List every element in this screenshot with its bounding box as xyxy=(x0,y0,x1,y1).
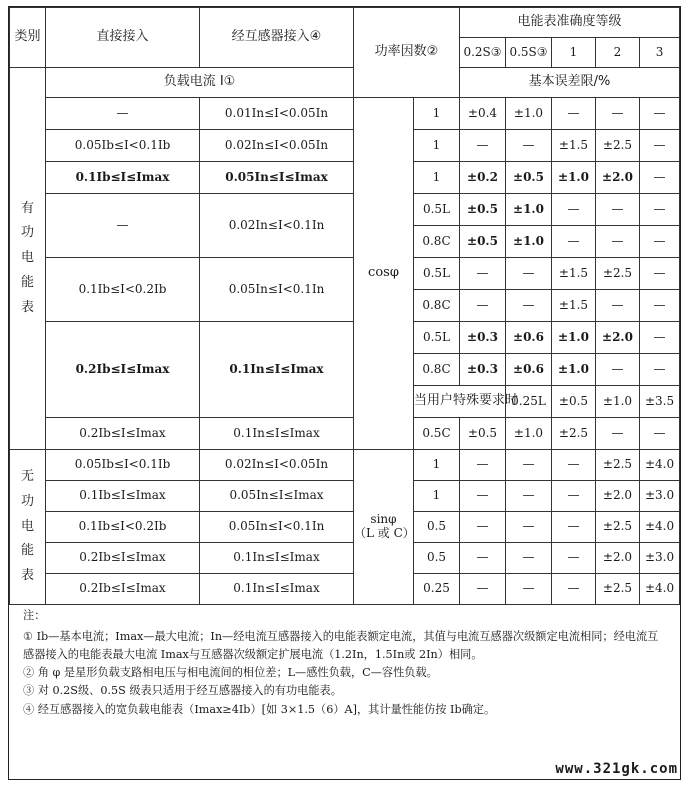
power-factor-value: 0.8C xyxy=(414,226,460,258)
via-ct-header: 经互感器接入④ xyxy=(200,8,354,68)
error-limit-value: ±0.5 xyxy=(460,226,506,258)
error-limit-sheet xyxy=(8,6,681,780)
note-4: ④ 经互感器接入的宽负载电能表（Imax≥4Ib）[如 3×1.5（6）A]，其计量性能仿按 Ib确定。 xyxy=(23,702,496,716)
ct-current-range: 0.05In≤I≤Imax xyxy=(200,162,354,194)
error-limit-value: ±1.0 xyxy=(552,322,596,354)
error-limit-value: — xyxy=(596,290,640,322)
table-row xyxy=(10,543,680,574)
table-row xyxy=(10,481,680,512)
active-meter-label xyxy=(10,68,46,450)
error-limit-value: — xyxy=(552,226,596,258)
error-limit-value: — xyxy=(460,290,506,322)
direct-current-range: 0.1Ib≤I≤Imax xyxy=(46,481,200,512)
power-factor-value: 1 xyxy=(414,481,460,512)
site-watermark: www.321gk.com xyxy=(555,761,678,777)
table-row xyxy=(10,512,680,543)
note-3: ③ 对 0.2S级、0.5S 级表只适用于经互感器接入的有功电能表。 xyxy=(23,684,342,698)
error-limit-value: — xyxy=(552,194,596,226)
error-limit-value: — xyxy=(460,574,506,605)
category-char: 电 xyxy=(20,518,34,534)
error-limit-value: ±2.5 xyxy=(552,418,596,450)
error-limit-value: ±1.0 xyxy=(506,418,552,450)
error-limit-value: — xyxy=(506,258,552,290)
power-factor-value: 0.25L xyxy=(506,386,552,418)
table-row xyxy=(10,68,680,98)
category-char: 无 xyxy=(20,469,34,485)
error-limit-value: — xyxy=(552,543,596,574)
category-char: 有 xyxy=(20,200,34,216)
error-limit-value: — xyxy=(506,481,552,512)
error-limit-value: — xyxy=(552,481,596,512)
error-limit-value: ±1.5 xyxy=(552,258,596,290)
ct-current-range: 0.05In≤I<0.1In xyxy=(200,258,354,322)
error-limit-value: — xyxy=(596,418,640,450)
power-factor-value: 0.5C xyxy=(414,418,460,450)
accuracy-class-header: 电能表准确度等级 xyxy=(460,8,680,38)
direct-current-range: 0.2Ib≤I≤Imax xyxy=(46,322,200,418)
error-limit-value: — xyxy=(506,574,552,605)
category-header: 类别 xyxy=(10,8,46,68)
power-factor-value: 1 xyxy=(414,130,460,162)
power-factor-value: 0.5L xyxy=(414,322,460,354)
error-limit-value: ±2.0 xyxy=(596,162,640,194)
error-limit-value: ±0.5 xyxy=(506,162,552,194)
error-limit-value: ±0.5 xyxy=(460,418,506,450)
error-limit-value: — xyxy=(640,194,680,226)
error-limit-value: ±1.0 xyxy=(552,162,596,194)
error-limit-value: — xyxy=(640,226,680,258)
error-limit-value: ±4.0 xyxy=(640,450,680,481)
ct-current-range: 0.1In≤I≤Imax xyxy=(200,543,354,574)
ct-current-range: 0.1In≤I≤Imax xyxy=(200,574,354,605)
table-row xyxy=(10,130,680,162)
direct-current-range: 0.05Ib≤I<0.1Ib xyxy=(46,130,200,162)
error-limit-value: ±0.6 xyxy=(506,322,552,354)
category-char: 能 xyxy=(20,274,34,290)
error-limit-value: — xyxy=(596,98,640,130)
power-factor-value: 1 xyxy=(414,162,460,194)
error-limit-value: — xyxy=(552,512,596,543)
accuracy-class-3: 2 xyxy=(596,38,640,68)
error-limit-value: — xyxy=(460,543,506,574)
category-char: 表 xyxy=(20,299,34,315)
notes-title: 注： xyxy=(23,609,46,622)
power-factor-value: 0.5L xyxy=(414,258,460,290)
note-2: ② 角 φ 是星形负载支路相电压与相电流间的相位差；L—感性负载，C—容性负载。 xyxy=(23,666,438,680)
note-1: ① Ib—基本电流；Imax—最大电流；In—经电流互感器接入的电能表额定电流，其值与电流互感器次级额定电流相同；经电流互感器接入的电能表最大电流 Imax与互感器次级额定扩展电流（1.2In，1.5In或 2In）相同。 xyxy=(23,630,659,661)
direct-current-range: 0.2Ib≤I≤Imax xyxy=(46,574,200,605)
error-limit-value: — xyxy=(596,354,640,386)
ct-current-range: 0.01In≤I<0.05In xyxy=(200,98,354,130)
ct-current-range: 0.1In≤I≤Imax xyxy=(200,418,354,450)
error-limit-value: ±1.0 xyxy=(506,194,552,226)
direct-current-range: 0.1Ib≤I<0.2Ib xyxy=(46,258,200,322)
error-limit-value: — xyxy=(640,258,680,290)
error-limit-value: ±1.5 xyxy=(552,290,596,322)
error-limit-value: — xyxy=(506,130,552,162)
error-limit-value: ±2.0 xyxy=(596,322,640,354)
category-char: 表 xyxy=(20,568,34,584)
ct-current-range: 0.02In≤I<0.05In xyxy=(200,450,354,481)
category-char: 电 xyxy=(20,250,34,266)
error-limit-value: ±0.6 xyxy=(506,354,552,386)
error-limit-value: ±0.5 xyxy=(552,386,596,418)
error-limit-value: — xyxy=(506,512,552,543)
error-limit-value: ±0.3 xyxy=(460,354,506,386)
power-factor-value: 0.5L xyxy=(414,194,460,226)
error-limit-value: — xyxy=(506,450,552,481)
ct-current-range: 0.02In≤I<0.1In xyxy=(200,194,354,258)
basic-error-header: 基本误差限/% xyxy=(460,68,680,98)
error-limit-value: — xyxy=(596,194,640,226)
load-type-text: （L 或 C） xyxy=(354,526,415,540)
sin-phi-text: sinφ xyxy=(370,512,397,527)
category-char: 功 xyxy=(20,493,34,509)
error-limit-value: — xyxy=(460,130,506,162)
accuracy-class-4: 3 xyxy=(640,38,680,68)
cos-phi-label: cosφ xyxy=(354,98,414,450)
direct-header: 直接接入 xyxy=(46,8,200,68)
error-limit-value: ±2.5 xyxy=(596,130,640,162)
error-limit-value: — xyxy=(640,162,680,194)
power-factor-header: 功率因数② xyxy=(354,8,460,98)
error-limit-value: ±0.4 xyxy=(460,98,506,130)
power-factor-value: 0.5 xyxy=(414,512,460,543)
error-limit-value: ±1.0 xyxy=(506,98,552,130)
error-limit-value: ±2.5 xyxy=(596,512,640,543)
error-limit-value: ±1.0 xyxy=(552,354,596,386)
load-current-header: 负载电流 I① xyxy=(46,68,354,98)
table-row xyxy=(10,162,680,194)
ct-current-range: 0.05In≤I≤Imax xyxy=(200,481,354,512)
power-factor-value: 1 xyxy=(414,98,460,130)
error-limit-value: — xyxy=(640,322,680,354)
error-limit-value: — xyxy=(460,512,506,543)
direct-current-range: 0.1Ib≤I≤Imax xyxy=(46,162,200,194)
error-limit-value: ±0.2 xyxy=(460,162,506,194)
direct-current-range: 0.05Ib≤I<0.1Ib xyxy=(46,450,200,481)
error-limit-value: ±4.0 xyxy=(640,512,680,543)
direct-current-range: 0.1Ib≤I<0.2Ib xyxy=(46,512,200,543)
error-limit-value: ±2.0 xyxy=(596,481,640,512)
error-limit-value: — xyxy=(552,574,596,605)
error-limit-value: ±1.5 xyxy=(552,130,596,162)
error-limit-value: ±1.0 xyxy=(596,386,640,418)
table-row xyxy=(10,450,680,481)
error-limit-value: ±2.5 xyxy=(596,258,640,290)
error-limit-value: ±3.0 xyxy=(640,481,680,512)
table-row xyxy=(10,322,680,354)
error-limit-value: ±2.5 xyxy=(596,574,640,605)
power-factor-value: 0.8C xyxy=(414,290,460,322)
accuracy-class-2: 1 xyxy=(552,38,596,68)
table-row xyxy=(10,418,680,450)
error-limit-value: ±2.0 xyxy=(596,543,640,574)
power-factor-value: 1 xyxy=(414,450,460,481)
table-row xyxy=(10,258,680,290)
accuracy-class-0: 0.2S③ xyxy=(460,38,506,68)
error-limit-value: ±0.5 xyxy=(460,194,506,226)
error-limit-value: — xyxy=(552,450,596,481)
table-row xyxy=(10,98,680,130)
error-limit-value: ±0.3 xyxy=(460,322,506,354)
ct-current-range: 0.05In≤I<0.1In xyxy=(200,512,354,543)
direct-current-range: 0.2Ib≤I≤Imax xyxy=(46,418,200,450)
special-requirement-label: 当用户特殊要求时 xyxy=(414,386,506,418)
error-limit-value: — xyxy=(640,98,680,130)
direct-current-range: — xyxy=(46,98,200,130)
error-limit-value: — xyxy=(506,290,552,322)
table-row xyxy=(10,8,680,38)
error-limit-value: — xyxy=(640,130,680,162)
error-limit-value: — xyxy=(506,543,552,574)
direct-current-range: 0.2Ib≤I≤Imax xyxy=(46,543,200,574)
power-factor-value: 0.8C xyxy=(414,354,460,386)
error-limit-value: — xyxy=(460,258,506,290)
direct-current-range: — xyxy=(46,194,200,258)
table-row xyxy=(10,194,680,226)
power-factor-value: 0.25 xyxy=(414,574,460,605)
error-limit-value: ±3.0 xyxy=(640,543,680,574)
power-factor-value: 0.5 xyxy=(414,543,460,574)
category-char: 能 xyxy=(20,543,34,559)
notes-section xyxy=(9,599,679,779)
ct-current-range: 0.02In≤I<0.05In xyxy=(200,130,354,162)
error-limit-value: — xyxy=(460,481,506,512)
accuracy-class-1: 0.5S③ xyxy=(506,38,552,68)
error-limit-value: ±1.0 xyxy=(506,226,552,258)
ct-current-range: 0.1In≤I≤Imax xyxy=(200,322,354,418)
error-limit-value: ±2.5 xyxy=(596,450,640,481)
error-limit-value: ±4.0 xyxy=(640,574,680,605)
category-char: 功 xyxy=(20,225,34,241)
error-limit-table xyxy=(9,7,680,605)
error-limit-value: — xyxy=(640,290,680,322)
error-limit-value: — xyxy=(460,450,506,481)
error-limit-value: ±3.5 xyxy=(640,386,680,418)
error-limit-value: — xyxy=(596,226,640,258)
error-limit-value: — xyxy=(552,98,596,130)
reactive-meter-label xyxy=(10,450,46,605)
error-limit-value: — xyxy=(640,354,680,386)
sin-phi-label xyxy=(354,450,414,605)
error-limit-value: — xyxy=(640,418,680,450)
